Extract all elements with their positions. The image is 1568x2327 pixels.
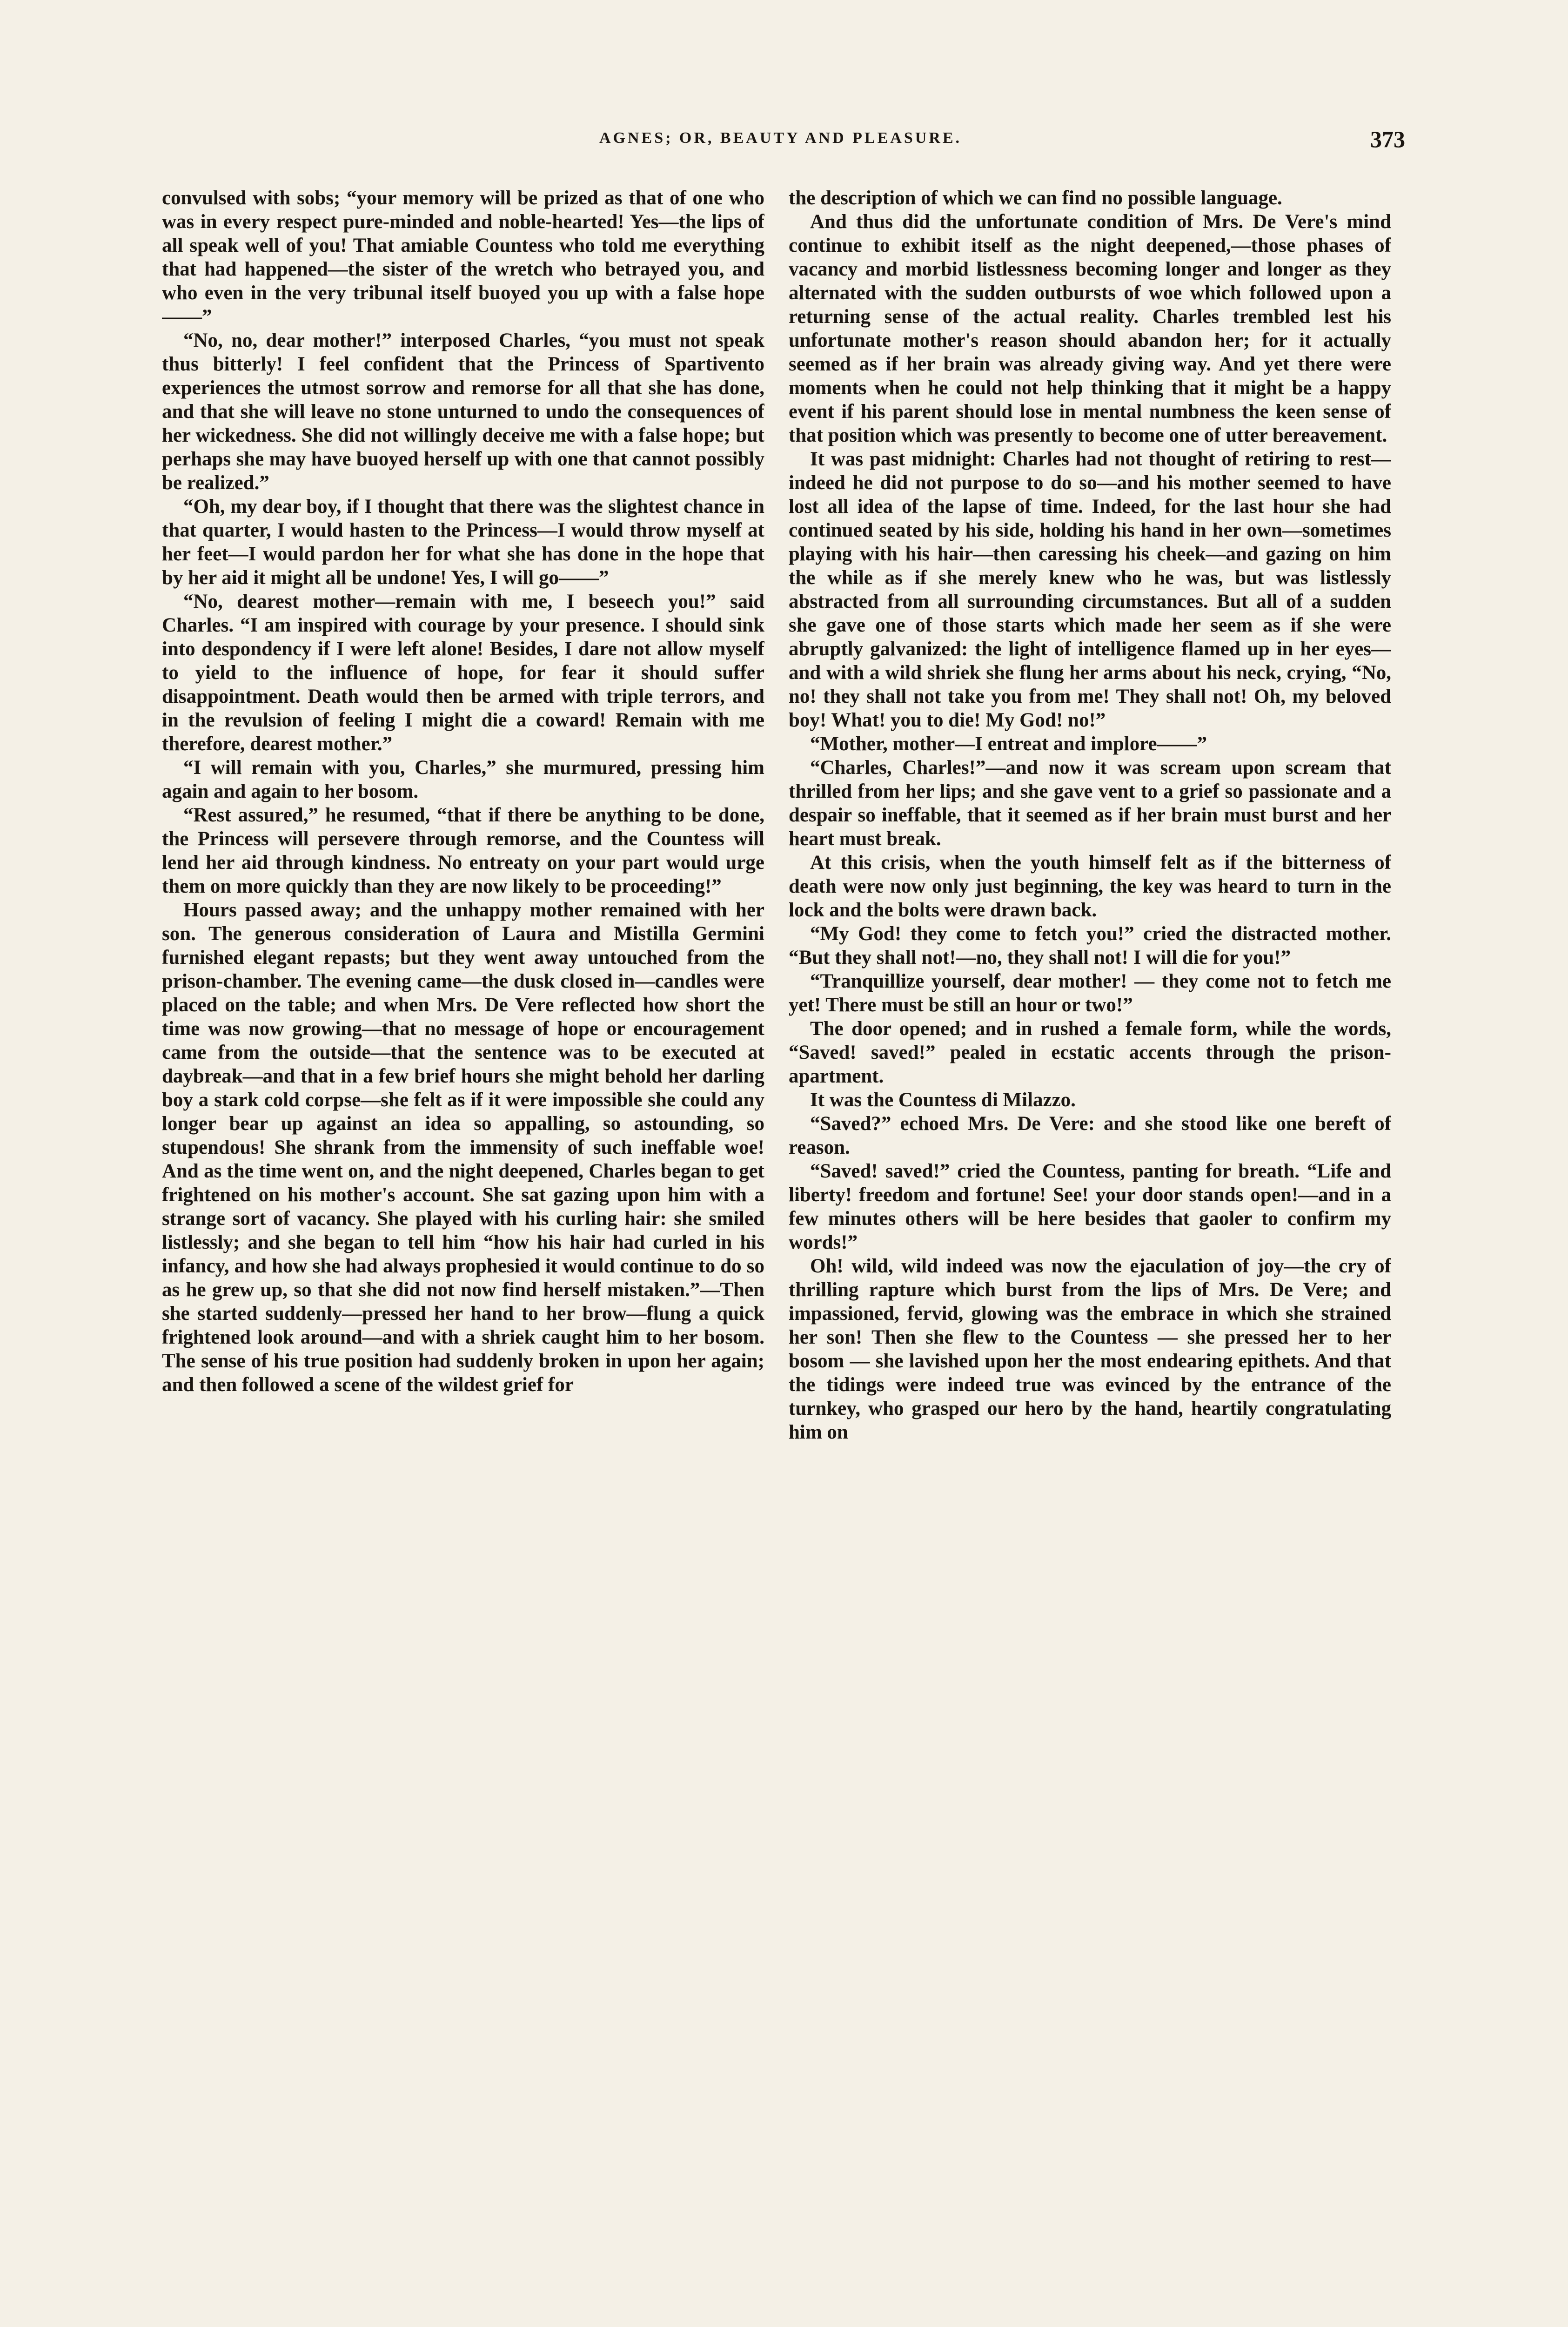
paragraph: At this crisis, when the youth himself felt as if the bitterness of death were now only just beginning, the key was heard to turn in the lock and the bolts were drawn back. [789,852,1391,921]
paragraph: “Saved! saved!” cried the Countess, panting for breath. “Life and liberty! freedom and fortune! See! your door stands open!—and in a few minutes others will be here besides that gaoler to confirm my words!” [789,1160,1391,1253]
paragraph: “Saved?” echoed Mrs. De Vere: and she stood like one bereft of reason. [789,1113,1391,1158]
paragraph: “Charles, Charles!”—and now it was scream upon scream that thrilled from her lips; and she gave vent to a grief so passionate and a despair so ineffable, that it seemed as if her brain must burst and her heart must break. [789,757,1391,850]
left-column [162,186,764,2306]
page-number: 373 [1370,126,1405,152]
right-column [789,186,1391,2306]
paragraph: Hours passed away; and the unhappy mother remained with her son. The generous consideration of Laura and Mistilla Germini furnished elegant repasts; but they went away untouched from the prison-chamber. The evening came—the dusk closed in—candles were placed on the table; and when Mrs. De Vere reflected how short the time was now growing—that no message of hope or encouragement came from the outside—that the sentence was to be executed at daybreak—and that in a few brief hours she might behold her darling boy a stark cold corpse—she felt as if it were impossible she could any longer bear up against an idea so appalling, so astounding, so stupendous! She shrank from the immensity of such ineffable woe! And as the time went on, and the night deepened, Charles began to get frightened on his mother's account. She sat gazing upon him with a strange sort of vacancy. She played with his curling hair: she smiled listlessly; and she began to tell him “how his hair had curled in his infancy, and how she had always prophesied it would continue to do so as he grew up, so that she did not now find herself mistaken.”—Then she started suddenly—pressed her hand to her brow—flung a quick frightened look around—and with a shriek caught him to her bosom. The sense of his true position had suddenly broken in upon her again; and then followed a scene of the wildest grief for [162,899,764,1396]
paragraph: It was the Countess di Milazzo. [810,1089,1076,1111]
paragraph: The door opened; and in rushed a female form, while the words, “Saved! saved!” pealed in ecstatic accents through the prison-apartment. [789,1018,1391,1087]
paragraph: “Oh, my dear boy, if I thought that there was the slightest chance in that quarter, I would hasten to the Princess—I would throw myself at her feet—I would pardon her for what she has done in the hope that by her aid it might all be undone! Yes, I will go——” [162,496,764,589]
running-title: AGNES; OR, BEAUTY AND PLEASURE. [599,129,962,147]
paragraph: “Mother, mother—I entreat and implore——” [810,733,1207,755]
paragraph: “No, dearest mother—remain with me, I beseech you!” said Charles. “I am inspired with courage by your presence. I should sink into despondency if I were left alone! Besides, I dare not allow myself to yield to the influence of hope, for fear it should suffer disappointment. Death would then be armed with triple terrors, and in the revulsion of feeling I might die a coward! Remain with me therefore, dearest mother.” [162,591,764,755]
paragraph: “My God! they come to fetch you!” cried the distracted mother. “But they shall not!—no, they shall not! I will die for you!” [789,923,1391,968]
paragraph: And thus did the unfortunate condition of Mrs. De Vere's mind continue to exhibit itself as the night deepened,—those phases of vacancy and morbid listlessness becoming longer and longer as they alternated with the sudden outbursts of woe which followed upon a returning sense of the actual reality. Charles trembled lest his unfortunate mother's reason should abandon her; for it actually seemed as if her brain was already giving way. And yet there were moments when he could not help thinking that it might be a happy event if his parent should lose in mental numbness the keen sense of that position which was presently to become one of utter bereavement. [789,211,1391,446]
paragraph: “Rest assured,” he resumed, “that if there be anything to be done, the Princess will persevere through remorse, and the Countess will lend her aid through kindness. No entreaty on your part would urge them on more quickly than they are now likely to be proceeding!” [162,804,764,897]
paragraph: “I will remain with you, Charles,” she murmured, pressing him again and again to her bosom. [162,757,764,802]
paragraph: It was past midnight: Charles had not thought of retiring to rest—indeed he did not purpose to do so—and his mother seemed to have lost all idea of the lapse of time. Indeed, for the last hour she had continued seated by his side, holding his hand in her own—sometimes playing with his hair—then caressing his cheek—and gazing on him the while as if she merely knew who he was, but was listlessly abstracted from all surrounding circumstances. But all of a sudden she gave one of those starts which made her seem as if she were abruptly galvanized: the light of intelligence flamed up in her eyes—and with a wild shriek she flung her arms about his neck, crying, “No, no! they shall not take you from me! They shall not! Oh, my beloved boy! What! you to die! My God! no!” [789,448,1391,731]
paragraph: Oh! wild, wild indeed was now the ejaculation of joy—the cry of thrilling rapture which burst from the lips of Mrs. De Vere; and impassioned, fervid, glowing was the embrace in which she strained her son! Then she flew to the Countess — she pressed her to her bosom — she lavished upon her the most endearing epithets. And that the tidings were indeed true was evinced by the entrance of the turnkey, who grasped our hero by the hand, heartily congratulating him on [789,1255,1391,1443]
paragraph: convulsed with sobs; “your memory will be prized as that of one who was in every respect pure-minded and noble-hearted! Yes—the lips of all speak well of you! That amiable Countess who told me everything that had happened—the sister of the wretch who betrayed you, and who even in the very tribunal itself buoyed you up with a false hope——” [162,187,764,328]
paragraph: “Tranquillize yourself, dear mother! — they come not to fetch me yet! There must be still an hour or two!” [789,970,1391,1016]
paragraph: “No, no, dear mother!” interposed Charles, “you must not speak thus bitterly! I feel confident that the Princess of Spartivento experiences the utmost sorrow and remorse for all that she has done, and that she will leave no stone unturned to undo the consequences of her wickedness. She did not willingly deceive me with a false hope; but perhaps she may have buoyed herself up with one that cannot possibly be realized.” [162,330,764,494]
paragraph: the description of which we can find no possible language. [789,187,1282,209]
page-header [156,126,1405,163]
